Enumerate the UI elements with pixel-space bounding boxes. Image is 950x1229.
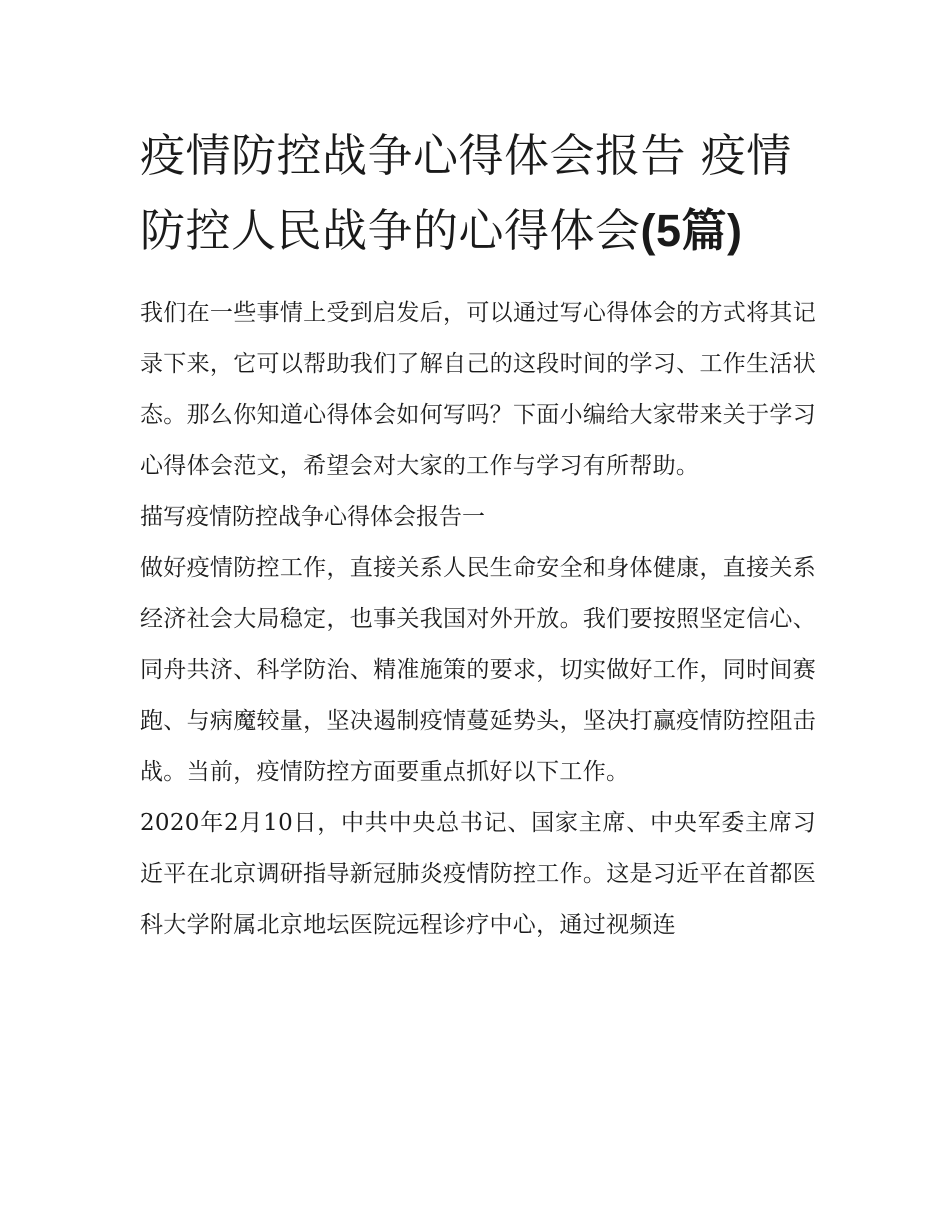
body-paragraph-1: 做好疫情防控工作，直接关系人民生命安全和身体健康，直接关系经济社会大局稳定，也事关我国对外开放。我们要按照坚定信心、同舟共济、科学防治、精准施策的要求，切实做好工作，同时间赛跑、与病魔较量，坚决遏制疫情蔓延势头，坚决打赢疫情防控阻击战。当前，疫情防控方面要重点抓好以下工作。	[140, 555, 816, 785]
intro-paragraph: 我们在一些事情上受到启发后，可以通过写心得体会的方式将其记录下来，它可以帮助我们了解自己的这段时间的学习、工作生活状态。那么你知道心得体会如何写吗？下面小编给大家带来关于学习心得体会范文，希望会对大家的工作与学习有所帮助。	[140, 300, 816, 479]
section-heading: 描写疫情防控战争心得体会报告一	[140, 504, 485, 530]
title-main: 疫情防控战争心得体会报告 疫情防控人民战争的心得体会	[140, 129, 792, 257]
title-tail: (5篇)	[640, 205, 743, 256]
document-page	[140, 118, 816, 951]
document-body	[140, 288, 816, 951]
body-paragraph-2: 2020年2月10日，中共中央总书记、国家主席、中央军委主席习近平在北京调研指导新冠肺炎疫情防控工作。这是习近平在首都医科大学附属北京地坛医院远程诊疗中心，通过视频连	[140, 810, 816, 938]
document-title	[140, 118, 816, 268]
